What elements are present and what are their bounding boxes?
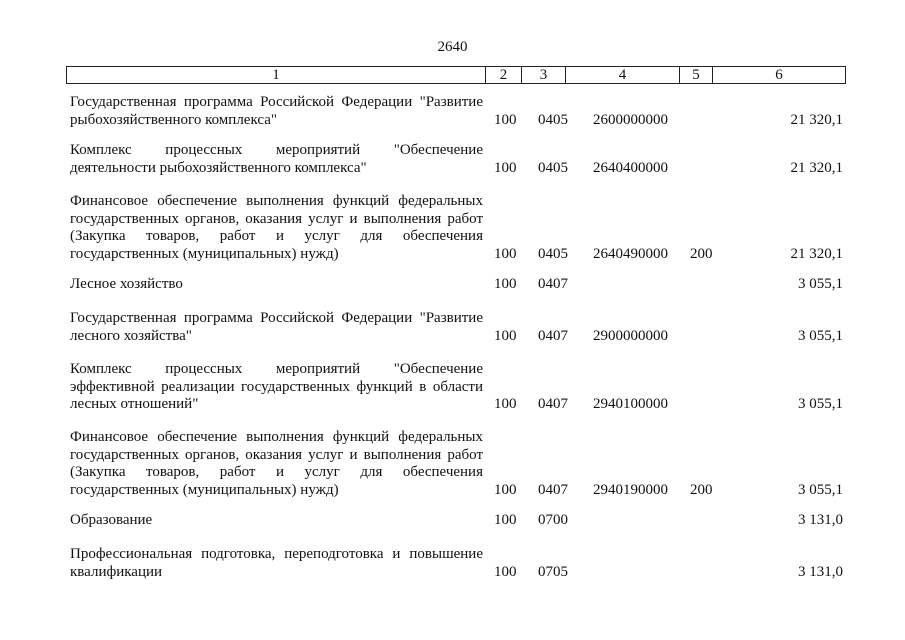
row-cell-col2: 100: [494, 563, 517, 580]
column-header-table: [66, 66, 846, 84]
row-cell-col2: 100: [494, 512, 517, 528]
row-name-line: Государственная программа Российской Федерации "Развитие: [70, 310, 483, 326]
row-cell-col3: 0407: [538, 396, 568, 412]
row-cell-col5: 200: [690, 481, 713, 498]
row-name: [70, 546, 483, 581]
row-name-line: Комплекс процессных мероприятий "Обеспечение: [70, 142, 483, 158]
row-cell-col4: 2640490000: [593, 245, 668, 262]
table-row: [0, 512, 905, 530]
row-name-line: государственных органов, оказания услуг и выполнения работ: [70, 446, 483, 463]
table-row: [0, 361, 905, 414]
column-header-5: 5: [680, 67, 713, 84]
row-cell-col2: 100: [494, 245, 517, 262]
row-cell-col3: 0705: [538, 563, 568, 580]
column-header-3: 3: [522, 67, 566, 84]
row-name-line: Лесное хозяйство: [70, 276, 183, 292]
row-cell-col6: 3 055,1: [798, 481, 843, 498]
row-cell-col6: 3 131,0: [798, 563, 843, 580]
row-name-line: Финансовое обеспечение выполнения функций федеральных: [70, 193, 483, 209]
row-name-line: государственных органов, оказания услуг и выполнения работ: [70, 210, 483, 227]
row-cell-col3: 0407: [538, 481, 568, 498]
row-cell-col2: 100: [494, 327, 517, 344]
row-name-line: Профессиональная подготовка, переподготовка и повышение: [70, 546, 483, 562]
row-cell-col6: 3 055,1: [798, 276, 843, 292]
row-name-line: (Закупка товаров, работ и услуг для обеспечения: [70, 228, 483, 244]
row-cell-col4: 2940190000: [593, 481, 668, 498]
row-cell-col6: 21 320,1: [790, 245, 843, 262]
row-name-line: (Закупка товаров, работ и услуг для обеспечения: [70, 464, 483, 480]
table-row: [0, 193, 905, 263]
row-name-line: государственных (муниципальных) нужд): [70, 481, 339, 498]
column-header-2: 2: [486, 67, 522, 84]
row-cell-col4: 2640400000: [593, 159, 668, 176]
row-cell-col3: 0407: [538, 327, 568, 344]
row-cell-col6: 3 055,1: [798, 327, 843, 344]
row-cell-col3: 0405: [538, 159, 568, 176]
row-name-line: Финансовое обеспечение выполнения функций федеральных: [70, 429, 483, 445]
row-name: [70, 512, 483, 530]
row-name: [70, 276, 483, 294]
row-cell-col6: 3 055,1: [798, 396, 843, 412]
row-cell-col4: 2940100000: [593, 396, 668, 412]
row-cell-col6: 21 320,1: [790, 159, 843, 176]
column-header-1: 1: [67, 67, 486, 84]
column-header-4: 4: [566, 67, 680, 84]
row-name-line: деятельности рыбохозяйственного комплекса": [70, 159, 367, 176]
row-name-line: Государственная программа Российской Федерации "Развитие: [70, 94, 483, 110]
row-cell-col6: 3 131,0: [798, 512, 843, 528]
page-number: 2640: [437, 39, 468, 55]
row-name-line: Образование: [70, 512, 153, 528]
row-name-line: рыбохозяйственного комплекса": [70, 111, 278, 128]
row-cell-col3: 0407: [538, 276, 568, 292]
row-name-line: лесного хозяйства": [70, 327, 192, 344]
row-name: [70, 429, 483, 499]
row-name: [70, 310, 483, 345]
column-header-6: 6: [713, 67, 846, 84]
row-name-line: Комплекс процессных мероприятий "Обеспечение: [70, 361, 483, 377]
row-cell-col4: 2600000000: [593, 111, 668, 128]
row-cell-col6: 21 320,1: [790, 111, 843, 128]
row-cell-col3: 0700: [538, 512, 568, 528]
row-name-line: государственных (муниципальных) нужд): [70, 245, 339, 262]
table-row: [0, 276, 905, 294]
row-name: [70, 361, 483, 414]
row-cell-col2: 100: [494, 111, 517, 128]
table-row: [0, 546, 905, 581]
table-row: [0, 142, 905, 177]
row-name-line: лесных отношений": [70, 396, 199, 412]
row-name-line: квалификации: [70, 563, 163, 580]
row-cell-col2: 100: [494, 481, 517, 498]
row-cell-col2: 100: [494, 396, 517, 412]
row-name-line: эффективной реализации государственных функций в области: [70, 378, 483, 395]
row-name: [70, 193, 483, 263]
row-name: [70, 94, 483, 129]
table-row: [0, 310, 905, 345]
row-cell-col2: 100: [494, 276, 517, 292]
row-cell-col5: 200: [690, 245, 713, 262]
column-header-row: [67, 67, 846, 84]
table-row: [0, 94, 905, 129]
row-cell-col3: 0405: [538, 245, 568, 262]
row-name: [70, 142, 483, 177]
table-row: [0, 429, 905, 499]
row-cell-col3: 0405: [538, 111, 568, 128]
row-cell-col4: 2900000000: [593, 327, 668, 344]
row-cell-col2: 100: [494, 159, 517, 176]
